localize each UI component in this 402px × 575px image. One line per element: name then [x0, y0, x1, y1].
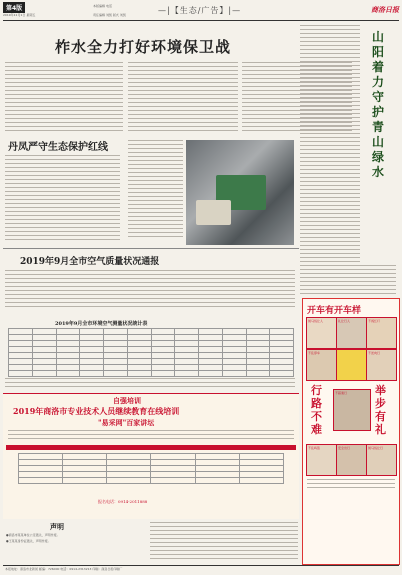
air-quality-table — [8, 328, 294, 377]
side-headline: 山阳着力守护青山绿水 — [372, 30, 385, 179]
page-number: 第4版 — [3, 2, 25, 13]
air-table-note — [5, 378, 295, 392]
air-report-title: 2019年9月全市空气质量状况通报 — [20, 257, 160, 267]
training-bar — [6, 445, 296, 450]
footer-rule — [3, 565, 399, 566]
notice-text — [150, 522, 298, 562]
tile-label: 礼让行人 — [338, 319, 351, 323]
training-org: 自强培训 — [113, 396, 141, 405]
tile-7 — [306, 444, 337, 476]
section-title: —|【生态/广告】|— — [158, 6, 242, 15]
issue-date: 2019年11月1日 星期五 — [3, 13, 36, 17]
tile-label: 斑马线让行 — [368, 446, 384, 450]
editor-line: 责任编辑 刘凯 版式 刘凯 — [93, 13, 126, 17]
tile-2 — [336, 317, 367, 349]
danfeng-article-text — [5, 155, 120, 245]
training-subtitle: "易采网"百家讲坛 — [98, 418, 155, 427]
side-article-text-2 — [300, 265, 396, 295]
tile-3 — [366, 317, 397, 349]
truck-shape-2 — [196, 200, 231, 225]
tile-1 — [306, 317, 337, 349]
tile-label: 不超速行 — [335, 391, 348, 395]
traffic-ad-title: 开车有开车样 — [307, 306, 362, 316]
tile-4 — [306, 349, 337, 381]
training-text — [8, 430, 294, 444]
tile-label: 安全出行 — [338, 446, 351, 450]
section-rule-1 — [3, 248, 299, 249]
tile-5 — [366, 349, 397, 381]
notice-item-2: ●王某某身份证遗失，声明作废。 — [6, 539, 51, 543]
paper-name: 商洛日报 — [371, 5, 399, 14]
article-text-left — [5, 62, 123, 132]
notice-item-1: ●商洛市某某单位公章遗失，声明作废。 — [6, 533, 60, 537]
tile-label: 不逆向行 — [368, 351, 381, 355]
article-text-mid — [128, 62, 238, 132]
tile-label: 不闯红灯 — [368, 319, 381, 323]
danfeng-article-text-2 — [128, 140, 183, 240]
masthead — [3, 2, 399, 20]
tile-label: 斑马线让人 — [308, 319, 324, 323]
training-title: 2019年商洛市专业技术人员继续教育在线培训 — [13, 406, 180, 416]
footer-info: 本报地址：商洛市北新街 邮编：726000 电话：0914-2313213 印刷：商洛日报印刷厂 — [5, 567, 123, 571]
traffic-ad-footer — [307, 479, 395, 559]
training-contact: 报名电话：0914-2011888 — [98, 499, 148, 504]
slogan-left: 行路不难 — [311, 384, 322, 436]
training-table — [18, 453, 284, 484]
header-rule — [3, 20, 399, 21]
traffic-ad — [302, 298, 400, 565]
tile-label: 不乱停车 — [308, 351, 321, 355]
air-report-text — [5, 270, 295, 310]
tile-6 — [333, 389, 371, 431]
sub-headline-danfeng: 丹凤严守生态保护红线 — [8, 142, 108, 153]
top-info: 本版编辑 电话 — [93, 4, 112, 8]
training-ad — [3, 393, 299, 519]
side-article-text — [300, 25, 360, 265]
tile-8 — [336, 444, 367, 476]
slogan-right: 举步有礼 — [375, 384, 386, 436]
tile-9 — [366, 444, 397, 476]
notice-title: 声明 — [50, 522, 64, 531]
air-table-title: 2019年9月全市环境空气测量状况统计表 — [55, 321, 148, 327]
main-headline: 柞水全力打好环境保卫战 — [55, 38, 232, 56]
tile-label: 不乱鸣笛 — [308, 446, 321, 450]
news-photo-trucks — [186, 140, 294, 245]
tile-car — [336, 349, 367, 381]
